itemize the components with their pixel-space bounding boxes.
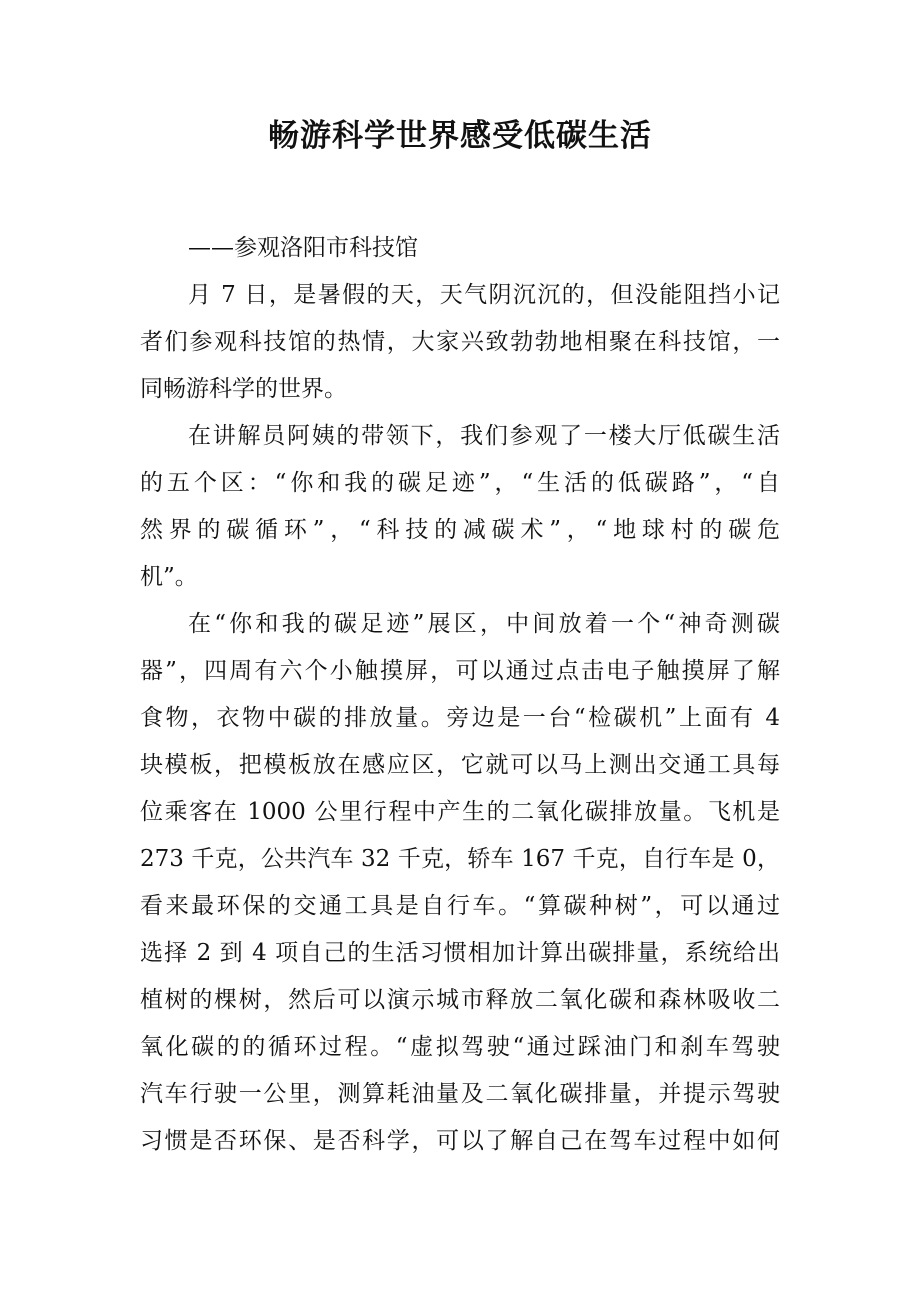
paragraph-line: 食物，衣物中碳的排放量。旁边是一台“检碳机”上面有 4 <box>140 705 780 731</box>
document-title: 畅游科学世界感受低碳生活 <box>268 118 652 154</box>
paragraph-line: 氧化碳的的循环过程。“虚拟驾驶“通过踩油门和刹车驾驶 <box>140 1034 780 1060</box>
document-subtitle: ——参观洛阳市科技馆 <box>188 235 418 261</box>
paragraph-line: 在讲解员阿姨的带领下，我们参观了一楼大厅低碳生活 <box>188 423 780 449</box>
paragraph-line: 在“你和我的碳足迹”展区，中间放着一个“神奇测碳 <box>188 611 780 637</box>
paragraph-line: 机”。 <box>140 564 198 590</box>
paragraph-line: 然界的碳循环”，“科技的减碳术”，“地球村的碳危 <box>140 517 780 543</box>
paragraph-1 <box>140 272 780 413</box>
paragraph-line: 习惯是否环保、是否科学，可以了解自己在驾车过程中如何 <box>140 1128 780 1154</box>
paragraph-line: 者们参观科技馆的热情，大家兴致勃勃地相聚在科技馆，一 <box>140 329 780 355</box>
paragraph-line: 块模板，把模板放在感应区，它就可以马上测出交通工具每 <box>140 752 780 778</box>
paragraph-line: 月 7 日，是暑假的天，天气阴沉沉的，但没能阻挡小记 <box>188 282 780 308</box>
paragraph-line: 看来最环保的交通工具是自行车。“算碳种树”，可以通过 <box>140 893 780 919</box>
paragraph-line: 植树的棵树，然后可以演示城市释放二氧化碳和森林吸收二 <box>140 987 780 1013</box>
paragraph-line: 位乘客在 1000 公里行程中产生的二氧化碳排放量。飞机是 <box>140 799 780 825</box>
paragraph-line: 器”，四周有六个小触摸屏，可以通过点击电子触摸屏了解 <box>140 658 780 684</box>
paragraph-line: 273 千克，公共汽车 32 千克，轿车 167 千克，自行车是 0， <box>140 846 780 872</box>
document-body <box>140 225 780 1165</box>
paragraph-line: 汽车行驶一公里，测算耗油量及二氧化碳排量，并提示驾驶 <box>140 1081 780 1107</box>
paragraph-line: 同畅游科学的世界。 <box>140 376 347 402</box>
paragraph-3 <box>140 601 780 1165</box>
paragraph-line: 的五个区：“你和我的碳足迹”，“生活的低碳路”，“自 <box>140 470 780 496</box>
paragraph-2 <box>140 413 780 601</box>
paragraph-line: 选择 2 到 4 项自己的生活习惯相加计算出碳排量，系统给出 <box>140 940 780 966</box>
